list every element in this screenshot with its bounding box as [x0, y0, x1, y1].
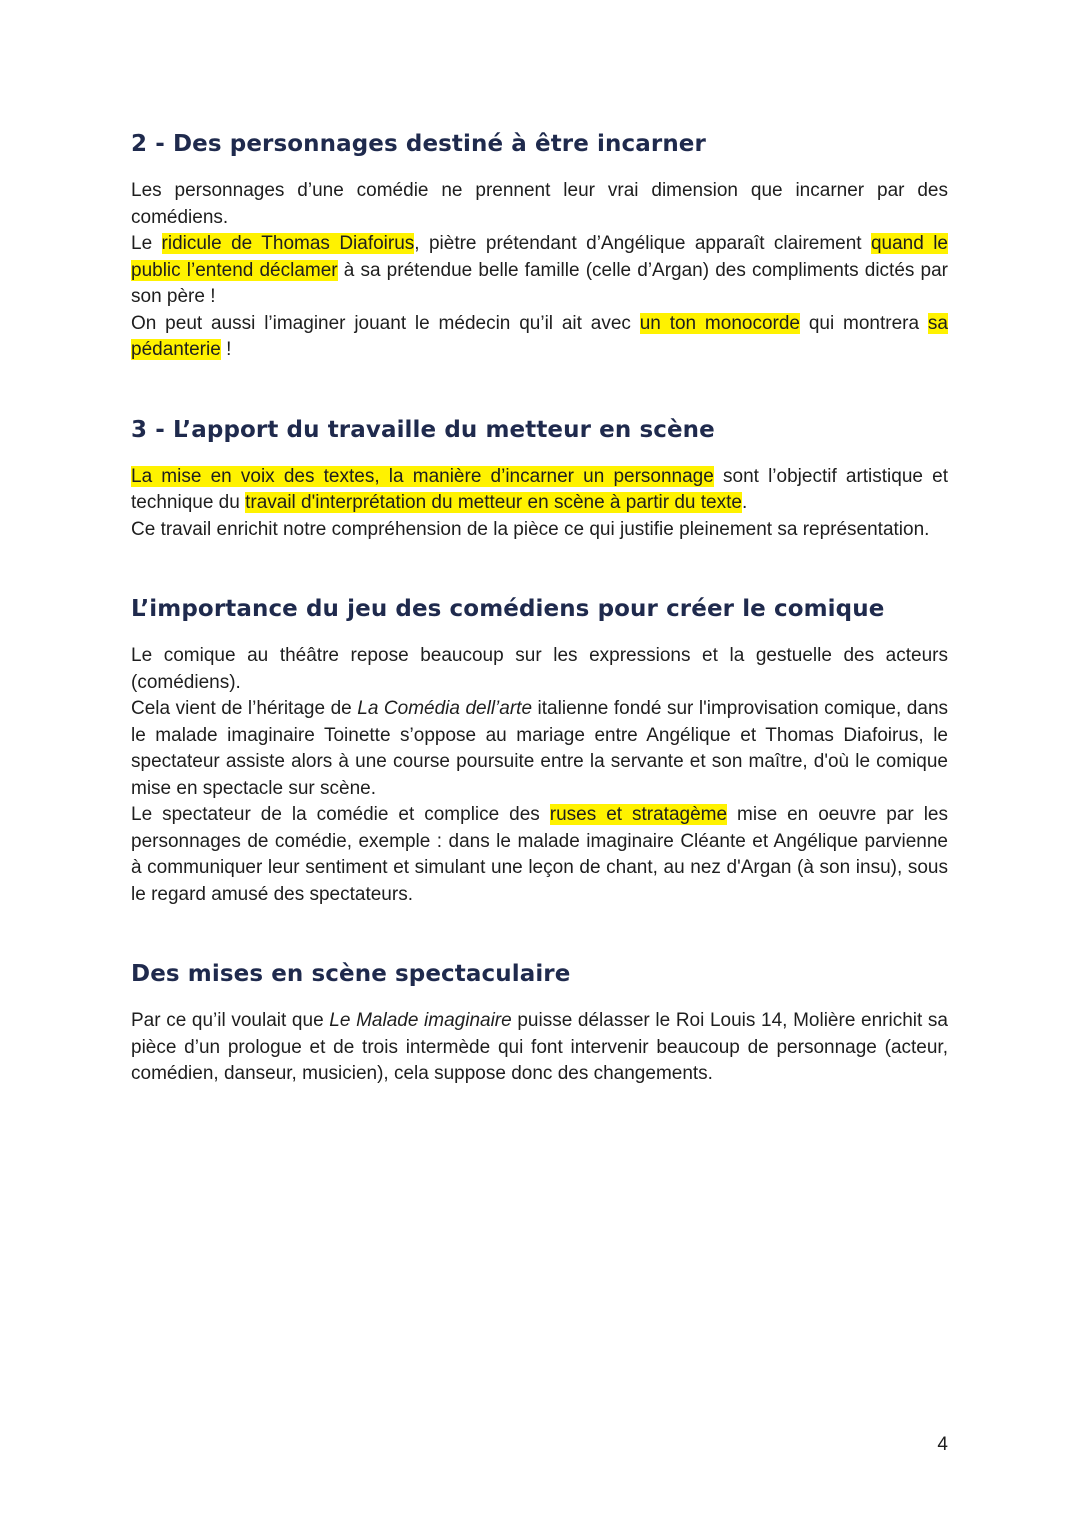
text-run: Par ce qu’il voulait que: [131, 1010, 330, 1031]
highlighted-text: un ton monocorde: [639, 312, 800, 334]
highlighted-text: ridicule de Thomas Diafoirus: [161, 233, 415, 254]
italic-text: Le Malade imaginaire: [329, 1010, 512, 1031]
text-run: à sa prétendue belle famille (celle d’Argan) des compliments dictés par son père !: [131, 259, 948, 307]
text-run: On peut aussi l’imaginer jouant le médecin qu’il ait avec: [131, 312, 640, 334]
paragraph: [131, 464, 948, 517]
text-run: Cela vient de l’héritage de: [131, 698, 358, 719]
document-body: [131, 128, 948, 1138]
text-run: puisse délasser le Roi Louis 14, Molière enrichit sa pièce d’un prologue et de trois intermède qui font intervenir beaucoup de personnage (acteur, comédien, danseur, musicien), cela suppose donc des changements.: [131, 1010, 948, 1084]
text-run: Le comique au théâtre repose beaucoup sur les expressions et la gestuelle des acteurs (comédiens).: [131, 645, 948, 693]
paragraph: [131, 517, 948, 544]
text-run: qui montrera: [800, 312, 928, 334]
highlighted-text: sa pédanterie: [131, 312, 948, 360]
paragraph: [131, 802, 948, 908]
paragraph: [131, 1008, 948, 1088]
text-run: Le: [131, 233, 162, 254]
highlighted-text: La mise en voix des textes, la manière d’incarner un personnage: [131, 465, 714, 487]
paragraph: [131, 178, 948, 231]
text-run: Le spectateur de la comédie et complice des: [131, 804, 550, 825]
section-2: [131, 414, 948, 544]
text-run: italienne fondé sur l'improvisation comique, dans le malade imaginaire Toinette s’oppose au mariage entre Angélique et Thomas Diafoirus, le spectateur assiste alors à une course poursuite entre la servante et son maître, d'où le comique mise en spectacle sur scène.: [131, 698, 949, 799]
highlighted-text: travail d'interprétation du metteur en scène à partir du texte: [245, 492, 742, 513]
paragraph: [131, 231, 948, 311]
section-3: [131, 593, 948, 908]
section-heading: Des mises en scène spectaculaire: [131, 961, 571, 987]
italic-text: La Comédia dell’arte: [357, 698, 533, 719]
text-run: sont l’objectif artistique et technique du: [131, 465, 948, 513]
text-run: .: [741, 492, 748, 513]
section-heading: 3 - L’apport du travaille du metteur en scène: [131, 416, 715, 443]
page-number: 4: [937, 1434, 948, 1455]
section-4: [131, 958, 948, 1088]
section-heading: L’importance du jeu des comédiens pour créer le comique: [131, 596, 885, 622]
text-run: mise en oeuvre par les personnages de comédie, exemple : dans le malade imaginaire Cléante et Angélique parvienne à communiquer leur sentiment et simulant une leçon de chant, au nez d'Argan (à son insu), sous le regard amusé des spectateurs.: [131, 804, 948, 905]
highlighted-text: quand le public l’entend déclamer: [131, 233, 948, 281]
section-heading: 2 - Des personnages destiné à être incarner: [131, 131, 706, 157]
section-1: [131, 128, 948, 364]
paragraph: [131, 696, 948, 802]
highlighted-text: ruses et stratagème: [549, 804, 728, 825]
text-run: Ce travail enrichit notre compréhension de la pièce ce qui justifie pleinement sa représentation.: [131, 518, 930, 540]
text-run: !: [220, 339, 232, 360]
paragraph: [131, 311, 948, 364]
text-run: , piètre prétendant d’Angélique apparaît clairement: [414, 233, 871, 254]
text-run: Les personnages d’une comédie ne prennent leur vrai dimension que incarner par des comédiens.: [131, 180, 948, 228]
paragraph: [131, 643, 948, 696]
